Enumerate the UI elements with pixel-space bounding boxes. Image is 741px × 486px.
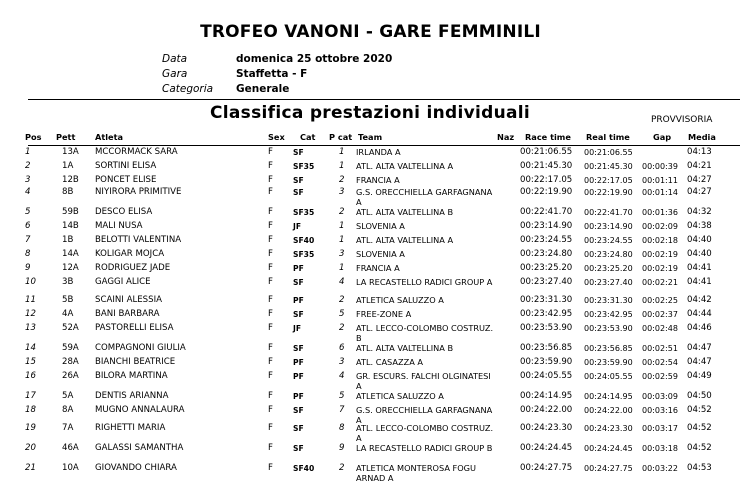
col-cat: Cat: [300, 132, 316, 142]
row-team: FRANCIA A: [356, 175, 400, 185]
row-media: 04:40: [687, 235, 712, 245]
row-race-time: 00:21:06.55: [520, 147, 573, 157]
row-race-time: 00:21:45.30: [520, 161, 573, 171]
row-pcat: 3: [339, 249, 345, 259]
row-sex: F: [268, 161, 273, 171]
row-gap: 00:01:14: [642, 188, 678, 197]
row-team: SLOVENIA A: [356, 221, 405, 231]
row-atleta: BANI BARBARA: [95, 309, 160, 319]
row-team: ATL. CASAZZA A: [356, 357, 424, 367]
row-race-time: 00:23:56.85: [520, 343, 573, 353]
row-pos: 17: [25, 391, 36, 401]
col-real-time: Real time: [586, 132, 630, 142]
row-atleta: PASTORELLI ELISA: [95, 323, 174, 333]
row-pcat: 6: [339, 343, 345, 353]
row-cat: SF: [293, 188, 304, 197]
row-pos: 12: [25, 309, 36, 319]
row-pett: 26A: [62, 371, 79, 381]
row-sex: F: [268, 371, 273, 381]
row-gap: 00:00:39: [642, 162, 678, 171]
row-real-time: 00:24:23.30: [584, 424, 633, 433]
row-atleta: RIGHETTI MARIA: [95, 423, 166, 433]
row-team: LA RECASTELLO RADICI GROUP B: [356, 443, 493, 453]
row-sex: F: [268, 309, 273, 319]
row-sex: F: [268, 249, 273, 259]
meta-label: Gara: [162, 68, 188, 80]
col-pos: Pos: [25, 132, 42, 142]
row-gap: 00:02:51: [642, 344, 678, 353]
row-gap: 00:02:37: [642, 310, 678, 319]
table-row: [0, 464, 741, 484]
row-team: FRANCIA A: [356, 263, 400, 273]
row-pos: 13: [25, 323, 36, 333]
meta-value: Staffetta - F: [236, 68, 308, 80]
row-pett: 28A: [62, 357, 79, 367]
row-cat: SF: [293, 148, 304, 157]
row-pos: 21: [25, 463, 36, 473]
row-atleta: SORTINI ELISA: [95, 161, 157, 171]
row-team: ATL. ALTA VALTELLINA A: [356, 161, 454, 171]
col-race-time: Race time: [525, 132, 571, 142]
row-cat: PF: [293, 358, 304, 367]
row-gap: 00:02:18: [642, 236, 678, 245]
row-team: ATL. ALTA VALTELLINA A: [356, 235, 454, 245]
row-sex: F: [268, 391, 273, 401]
row-team: ATL. ALTA VALTELLINA B: [356, 207, 454, 217]
row-atleta: SCAINI ALESSIA: [95, 295, 162, 305]
col-pcat: P cat: [329, 132, 353, 142]
row-pos: 20: [25, 443, 36, 453]
row-real-time: 00:22:17.05: [584, 176, 633, 185]
row-pett: 14B: [62, 221, 79, 231]
row-cat: SF: [293, 406, 304, 415]
row-real-time: 00:23:24.55: [584, 236, 633, 245]
row-race-time: 00:23:24.55: [520, 235, 573, 245]
row-gap: 00:03:18: [642, 444, 678, 453]
row-pcat: 1: [339, 161, 345, 171]
document-title: TROFEO VANONI - GARE FEMMINILI: [200, 22, 541, 42]
row-real-time: 00:23:14.90: [584, 222, 633, 231]
row-race-time: 00:23:27.40: [520, 277, 573, 287]
row-pos: 14: [25, 343, 36, 353]
row-real-time: 00:24:24.45: [584, 444, 633, 453]
row-media: 04:27: [687, 187, 712, 197]
table-header: [0, 132, 741, 145]
col-naz: Naz: [497, 132, 515, 142]
row-atleta: MUGNO ANNALAURA: [95, 405, 185, 415]
row-atleta: BIANCHI BEATRICE: [95, 357, 176, 367]
row-pcat: 2: [339, 175, 345, 185]
meta-label: Data: [162, 53, 188, 65]
row-sex: F: [268, 207, 273, 217]
row-sex: F: [268, 175, 273, 185]
meta-value: domenica 25 ottobre 2020: [236, 53, 393, 65]
row-gap: 00:03:09: [642, 392, 678, 401]
row-real-time: 00:21:45.30: [584, 162, 633, 171]
row-pett: 10A: [62, 463, 79, 473]
col-sex: Sex: [268, 132, 285, 142]
row-gap: 00:02:48: [642, 324, 678, 333]
row-media: 04:42: [687, 295, 712, 305]
row-pos: 3: [25, 175, 31, 185]
row-team: G.S. ORECCHIELLA GARFAGNANA A: [356, 405, 493, 425]
meta-value: Generale: [236, 83, 290, 95]
row-real-time: 00:24:22.00: [584, 406, 633, 415]
row-team: G.S. ORECCHIELLA GARFAGNANA A: [356, 187, 493, 207]
row-media: 04:40: [687, 249, 712, 259]
row-pett: 13A: [62, 147, 79, 157]
row-real-time: 00:23:31.30: [584, 296, 633, 305]
row-pos: 11: [25, 295, 36, 305]
row-pos: 18: [25, 405, 36, 415]
row-cat: SF: [293, 424, 304, 433]
row-media: 04:47: [687, 343, 712, 353]
row-pcat: 5: [339, 309, 345, 319]
row-sex: F: [268, 405, 273, 415]
row-sex: F: [268, 443, 273, 453]
row-sex: F: [268, 235, 273, 245]
row-cat: PF: [293, 392, 304, 401]
row-cat: SF: [293, 444, 304, 453]
row-cat: SF: [293, 176, 304, 185]
row-cat: PF: [293, 264, 304, 273]
row-race-time: 00:23:31.30: [520, 295, 573, 305]
row-cat: SF: [293, 278, 304, 287]
row-real-time: 00:23:24.80: [584, 250, 633, 259]
row-pos: 9: [25, 263, 31, 273]
row-media: 04:21: [687, 161, 712, 171]
row-pett: 5B: [62, 295, 74, 305]
row-cat: JF: [293, 222, 302, 231]
row-atleta: GALASSI SAMANTHA: [95, 443, 184, 453]
row-pett: 46A: [62, 443, 79, 453]
row-team: ATL. LECCO-COLOMBO COSTRUZ. A: [356, 423, 494, 443]
row-media: 04:50: [687, 391, 712, 401]
row-team: ATL. ALTA VALTELLINA B: [356, 343, 454, 353]
row-pcat: 1: [339, 147, 345, 157]
row-pcat: 1: [339, 235, 345, 245]
row-real-time: 00:23:42.95: [584, 310, 633, 319]
row-pos: 6: [25, 221, 31, 231]
row-pos: 16: [25, 371, 36, 381]
row-race-time: 00:24:22.00: [520, 405, 573, 415]
row-pos: 7: [25, 235, 31, 245]
row-cat: SF40: [293, 236, 315, 245]
row-media: 04:49: [687, 371, 712, 381]
row-sex: F: [268, 463, 273, 473]
row-media: 04:46: [687, 323, 712, 333]
row-sex: F: [268, 147, 273, 157]
row-pcat: 8: [339, 423, 345, 433]
row-media: 04:41: [687, 263, 712, 273]
row-sex: F: [268, 357, 273, 367]
row-media: 04:52: [687, 423, 712, 433]
row-media: 04:52: [687, 405, 712, 415]
row-real-time: 00:22:19.90: [584, 188, 633, 197]
row-team: LA RECASTELLO RADICI GROUP A: [356, 277, 493, 287]
row-pos: 15: [25, 357, 36, 367]
row-cat: SF: [293, 310, 304, 319]
row-race-time: 00:24:14.95: [520, 391, 573, 401]
row-real-time: 00:23:53.90: [584, 324, 633, 333]
row-gap: 00:02:54: [642, 358, 678, 367]
classification-title: Classifica prestazioni individuali: [210, 103, 531, 123]
table-row: [0, 324, 741, 344]
col-team: Team: [358, 132, 383, 142]
table-header-divider: [28, 145, 740, 146]
row-race-time: 00:24:24.45: [520, 443, 573, 453]
row-sex: F: [268, 221, 273, 231]
row-atleta: GIOVANDO CHIARA: [95, 463, 177, 473]
row-media: 04:52: [687, 443, 712, 453]
table-row: [0, 372, 741, 392]
row-gap: 00:02:19: [642, 250, 678, 259]
row-atleta: COMPAGNONI GIULIA: [95, 343, 186, 353]
row-team: ATLETICA SALUZZO A: [356, 391, 444, 401]
row-pcat: 7: [339, 405, 345, 415]
row-real-time: 00:24:14.95: [584, 392, 633, 401]
row-pos: 8: [25, 249, 31, 259]
row-pos: 10: [25, 277, 36, 287]
row-pcat: 9: [339, 443, 345, 453]
row-sex: F: [268, 277, 273, 287]
row-atleta: MCCORMACK SARA: [95, 147, 178, 157]
row-pcat: 5: [339, 391, 345, 401]
row-pett: 59A: [62, 343, 79, 353]
row-race-time: 00:22:17.05: [520, 175, 573, 185]
row-pcat: 3: [339, 357, 345, 367]
row-pett: 59B: [62, 207, 79, 217]
table-row: [0, 188, 741, 208]
row-gap: 00:03:22: [642, 464, 678, 473]
row-gap: 00:02:59: [642, 372, 678, 381]
row-gap: 00:03:16: [642, 406, 678, 415]
row-atleta: PONCET ELISE: [95, 175, 157, 185]
row-media: 04:32: [687, 207, 712, 217]
row-gap: 00:02:09: [642, 222, 678, 231]
row-real-time: 00:24:05.55: [584, 372, 633, 381]
row-sex: F: [268, 263, 273, 273]
row-pcat: 1: [339, 221, 345, 231]
row-atleta: NIYIRORA PRIMITIVE: [95, 187, 182, 197]
row-atleta: MALI NUSA: [95, 221, 143, 231]
row-atleta: GAGGI ALICE: [95, 277, 151, 287]
row-team: ATL. LECCO-COLOMBO COSTRUZ. B: [356, 323, 494, 343]
row-gap: 00:01:11: [642, 176, 678, 185]
row-race-time: 00:23:42.95: [520, 309, 573, 319]
row-media: 04:13: [687, 147, 712, 157]
row-cat: SF35: [293, 208, 315, 217]
row-pcat: 3: [339, 187, 345, 197]
row-sex: F: [268, 323, 273, 333]
row-pos: 2: [25, 161, 31, 171]
row-pcat: 4: [339, 371, 345, 381]
row-pett: 8B: [62, 187, 74, 197]
row-pcat: 2: [339, 207, 345, 217]
row-race-time: 00:24:27.75: [520, 463, 573, 473]
row-pcat: 2: [339, 323, 345, 333]
row-pett: 4A: [62, 309, 74, 319]
row-pcat: 2: [339, 295, 345, 305]
row-cat: SF: [293, 344, 304, 353]
row-team: FREE-ZONE A: [356, 309, 412, 319]
row-media: 04:53: [687, 463, 712, 473]
row-gap: 00:01:36: [642, 208, 678, 217]
row-team: ATLETICA MONTEROSA FOGU ARNAD A: [356, 463, 477, 483]
row-pett: 3B: [62, 277, 74, 287]
row-cat: SF35: [293, 162, 315, 171]
row-cat: SF40: [293, 464, 315, 473]
col-media: Media: [688, 132, 716, 142]
row-real-time: 00:23:25.20: [584, 264, 633, 273]
row-race-time: 00:24:05.55: [520, 371, 573, 381]
row-media: 04:47: [687, 357, 712, 367]
row-pcat: 2: [339, 463, 345, 473]
row-race-time: 00:23:24.80: [520, 249, 573, 259]
row-cat: JF: [293, 324, 302, 333]
row-race-time: 00:24:23.30: [520, 423, 573, 433]
row-race-time: 00:23:59.90: [520, 357, 573, 367]
row-pett: 12A: [62, 263, 79, 273]
row-atleta: BELOTTI VALENTINA: [95, 235, 182, 245]
row-media: 04:41: [687, 277, 712, 287]
col-atleta: Atleta: [95, 132, 124, 142]
row-real-time: 00:23:56.85: [584, 344, 633, 353]
row-real-time: 00:23:59.90: [584, 358, 633, 367]
row-sex: F: [268, 295, 273, 305]
row-atleta: KOLIGAR MOJCA: [95, 249, 165, 259]
row-pett: 5A: [62, 391, 74, 401]
row-pos: 5: [25, 207, 31, 217]
status-label: PROVVISORIA: [651, 115, 713, 125]
row-race-time: 00:22:19.90: [520, 187, 573, 197]
row-media: 04:27: [687, 175, 712, 185]
row-gap: 00:02:25: [642, 296, 678, 305]
row-cat: PF: [293, 296, 304, 305]
row-race-time: 00:23:14.90: [520, 221, 573, 231]
table-row: [0, 444, 741, 464]
row-atleta: DESCO ELISA: [95, 207, 153, 217]
row-pett: 1B: [62, 235, 74, 245]
row-gap: 00:02:19: [642, 264, 678, 273]
row-pett: 1A: [62, 161, 74, 171]
row-race-time: 00:23:25.20: [520, 263, 573, 273]
row-pett: 14A: [62, 249, 79, 259]
row-sex: F: [268, 423, 273, 433]
row-pett: 52A: [62, 323, 79, 333]
col-gap: Gap: [653, 132, 672, 142]
meta-label: Categoria: [162, 83, 214, 95]
header-divider: [28, 99, 740, 100]
row-gap: 00:03:17: [642, 424, 678, 433]
col-pett: Pett: [56, 132, 76, 142]
row-atleta: RODRIGUEZ JADE: [95, 263, 171, 273]
row-media: 04:44: [687, 309, 712, 319]
row-sex: F: [268, 343, 273, 353]
row-pett: 12B: [62, 175, 79, 185]
row-team: GR. ESCURS. FALCHI OLGINATESI A: [356, 371, 491, 391]
row-pos: 19: [25, 423, 36, 433]
table-row: [0, 424, 741, 444]
row-pcat: 4: [339, 277, 345, 287]
row-race-time: 00:22:41.70: [520, 207, 573, 217]
row-team: SLOVENIA A: [356, 249, 405, 259]
row-real-time: 00:23:27.40: [584, 278, 633, 287]
row-atleta: BILORA MARTINA: [95, 371, 168, 381]
row-pcat: 1: [339, 263, 345, 273]
row-media: 04:38: [687, 221, 712, 231]
row-real-time: 00:24:27.75: [584, 464, 633, 473]
row-team: ATLETICA SALUZZO A: [356, 295, 444, 305]
row-sex: F: [268, 187, 273, 197]
row-pos: 1: [25, 147, 31, 157]
row-cat: SF35: [293, 250, 315, 259]
row-real-time: 00:22:41.70: [584, 208, 633, 217]
row-gap: 00:02:21: [642, 278, 678, 287]
row-pett: 7A: [62, 423, 74, 433]
row-cat: PF: [293, 372, 304, 381]
row-real-time: 00:21:06.55: [584, 148, 633, 157]
row-pett: 8A: [62, 405, 74, 415]
row-pos: 4: [25, 187, 31, 197]
row-atleta: DENTIS ARIANNA: [95, 391, 169, 401]
row-team: IRLANDA A: [356, 147, 401, 157]
row-race-time: 00:23:53.90: [520, 323, 573, 333]
